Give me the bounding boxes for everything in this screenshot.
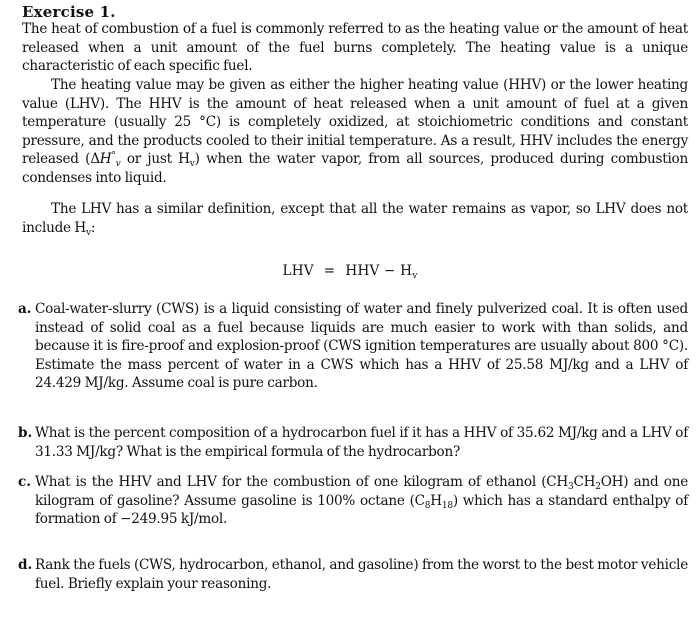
lhv-hv-subscript: v <box>86 227 91 238</box>
question-c-sub4: 18 <box>441 500 453 511</box>
equation-rhs: HHV − H <box>345 263 413 279</box>
question-c-marker: c. <box>18 474 32 490</box>
equation-equals: = <box>323 263 336 279</box>
question-d-text: Rank the fuels (CWS, hydrocarbon, ethanol, and gasoline) from the worst to the best motor vehicle fuel. Briefly explain your reasoning. <box>35 557 688 592</box>
question-c-part3: OH) and one kilogram of gasoline? Assume gasoline is 100% octane (C <box>35 474 688 509</box>
question-c-part5: ) which has a standard enthalpy of formation of −249.95 kJ/mol. <box>35 492 688 528</box>
hhv-paragraph <box>22 76 688 188</box>
enthalpy-standard-superscript: ° <box>111 151 116 162</box>
question-b <box>18 424 688 461</box>
lhv-paragraph <box>22 200 688 237</box>
hhv-text-part1: The heating value may be given as either the higher heating value (HHV) or the lower heating value (LHV). The HHV is the amount of heat released when a unit amount of fuel at a given temperature (usually 25 °C) is completely oxidized, at stoichiometric conditions and constant pressure, and the products cooled to their initial temperature. As a result, HHV includes the energy released (Δ <box>22 77 688 168</box>
intro-text: The heat of combustion of a fuel is commonly referred to as the heating value or the amount of heat released when a unit amount of the fuel burns completely. The heating value is a unique characteristic of each specific fuel. <box>22 21 688 75</box>
equation-lhs: LHV <box>282 263 314 279</box>
question-c-sub1: 3 <box>568 482 574 492</box>
question-c-sub2: 2 <box>595 482 601 492</box>
question-c <box>18 473 688 529</box>
hv-subscript: v <box>189 159 195 170</box>
question-a-marker: a. <box>18 301 32 317</box>
question-b-text: What is the percent composition of a hydrocarbon fuel if it has a HHV of 35.62 MJ/kg and a LHV of 31.33 MJ/kg? What is the empirical formula of the hydrocarbon? <box>35 425 688 460</box>
lhv-equation <box>0 263 700 279</box>
question-c-part4: H <box>430 492 442 509</box>
enthalpy-symbol: H <box>99 151 112 168</box>
equation-rhs-subscript: v <box>412 271 418 281</box>
question-a <box>18 300 688 393</box>
lhv-text: The LHV has a similar definition, except that all the water remains as vapor, so LHV does not include H <box>22 201 688 236</box>
enthalpy-subscript: v <box>115 159 121 170</box>
intro-paragraph <box>22 20 688 76</box>
hhv-text-part3: ) when the water vapor, from all sources, produced during combustion condenses into liquid. <box>22 151 688 186</box>
question-d-marker: d. <box>18 557 33 573</box>
question-c-part1: What is the HHV and LHV for the combustion of one kilogram of ethanol (CH <box>35 474 569 490</box>
question-d <box>18 556 688 593</box>
question-a-text: Coal-water-slurry (CWS) is a liquid consisting of water and finely pulverized coal. It is often used instead of solid coal as a fuel because liquids are much easier to work with than solids, and because it is fire-proof and explosion-proof (CWS ignition temperatures are usually about 800 °C). Estimate the mass percent of water in a CWS which has a HHV of 25.58 MJ/kg and a LHV of 24.429 MJ/kg. Assume coal is pure carbon. <box>35 301 688 392</box>
question-c-part2: CH <box>573 474 596 490</box>
question-b-marker: b. <box>18 425 33 441</box>
question-c-sub3: 8 <box>424 500 431 511</box>
exercise-title: Exercise 1. <box>22 3 116 21</box>
hhv-text-part2: or just H <box>120 151 190 168</box>
lhv-colon: : <box>90 219 96 236</box>
question-c-text <box>35 473 688 529</box>
